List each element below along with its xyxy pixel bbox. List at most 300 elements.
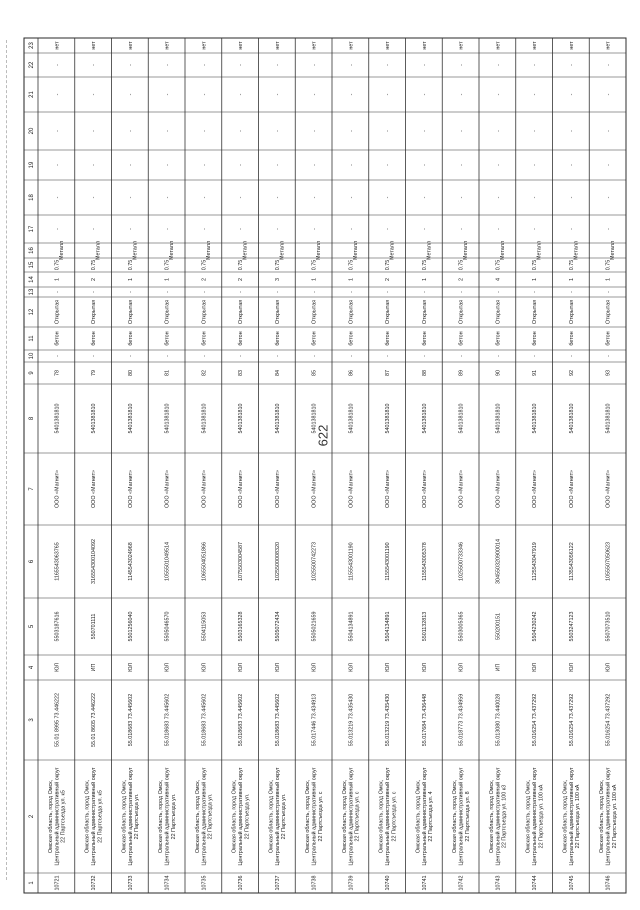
table-cell: 55.018683 73.445602 <box>201 693 208 747</box>
table-cell: - <box>54 130 61 132</box>
table-cell: 2 <box>91 278 98 281</box>
table-cell: 5501132813 <box>421 611 428 642</box>
table-cell: - <box>605 355 612 357</box>
table-cell: 5501256040 <box>127 611 134 642</box>
table-cell: 0.75 <box>54 259 61 271</box>
column-number: 1 <box>29 881 36 885</box>
table-cell: - <box>91 64 98 66</box>
table-cell: - <box>91 196 98 199</box>
table-cell: 550200151 <box>495 613 502 640</box>
table-cell: 2 <box>385 278 392 281</box>
table-cell: 0.75 <box>274 259 281 271</box>
table-cell: - <box>311 196 318 199</box>
column-number: 12 <box>29 308 36 316</box>
column-number: 17 <box>29 225 36 233</box>
table-cell: - <box>164 355 171 357</box>
table-cell: ИП <box>91 663 98 672</box>
table-cell: 0.75 <box>385 259 392 271</box>
table-cell: - <box>201 64 208 66</box>
table-cell: Омская область, город Омск,Центральный административный округ22 Партсъезда ул. <box>194 767 214 866</box>
table-cell: 55.01 8605 73.446222 <box>91 693 98 747</box>
table-cell: 93 <box>605 370 612 376</box>
table-cell: - <box>495 291 502 293</box>
table-cell: 10732 <box>91 875 98 891</box>
table-cell: Открытая <box>127 299 134 325</box>
table-cell: - <box>385 196 392 199</box>
table-cell: - <box>238 355 245 357</box>
table-cell: - <box>385 64 392 66</box>
column-number: 13 <box>29 288 36 296</box>
table-cell: - <box>201 130 208 132</box>
table-cell: 55.018683 73.445602 <box>164 693 171 747</box>
table-cell: - <box>568 355 575 357</box>
table-cell: - <box>91 93 98 96</box>
table-cell: нет <box>495 41 502 50</box>
table-cell: Металл <box>242 240 249 261</box>
table-cell: - <box>348 164 355 166</box>
table-cell: 0.75 <box>532 259 539 271</box>
table-cell: - <box>348 228 355 230</box>
table-cell: ООО «Магнит» <box>605 469 612 509</box>
table-cell: 10742 <box>458 875 465 891</box>
table-cell: - <box>274 93 281 96</box>
table-cell: - <box>311 291 318 293</box>
table-cell: 5503005365 <box>458 611 465 642</box>
table-cell: нет <box>164 41 171 50</box>
table-cell: - <box>201 291 208 293</box>
table-cell: 89 <box>458 370 465 376</box>
table-cell: ЮЛ <box>311 663 318 672</box>
column-number: 2 <box>29 814 36 819</box>
table-cell: Открытая <box>201 299 208 325</box>
table-cell: - <box>127 164 134 166</box>
table-cell: - <box>605 228 612 230</box>
table-cell: Омская область, город Омск,Центральный административный округ22 Партсъезда ул. с <box>341 767 361 866</box>
table-cell: Омская область, город Омск,Центральный административный округ22 Партсъезда ул. <box>121 767 141 866</box>
table-cell: - <box>532 228 539 230</box>
table-cell: - <box>532 196 539 199</box>
table-cell: Омская область, город Омск,Центральный административный округ22 Партсъезда ул. 100 кА <box>525 767 545 866</box>
table-cell: 55.016254 73.437292 <box>568 693 575 747</box>
table-cell: 1135543056122 <box>568 542 575 581</box>
table-cell: ООО «Магнит» <box>458 469 465 509</box>
table-cell: ЮЛ <box>385 663 392 672</box>
table-cell: Открытая <box>91 299 98 325</box>
table-cell: - <box>127 196 134 199</box>
table-cell: 5505046570 <box>164 611 171 642</box>
table-cell: бетон <box>605 331 612 346</box>
table-cell: - <box>421 93 428 96</box>
table-cell: - <box>458 130 465 132</box>
table-cell: Металл <box>463 240 470 261</box>
table-cell: ЮЛ <box>532 663 539 672</box>
table-cell: Металл <box>389 240 396 261</box>
table-cell: 1075503004587 <box>238 542 245 581</box>
table-cell: 55.01 8995 73.446222 <box>54 693 61 747</box>
table-cell: 5504230242 <box>532 611 539 642</box>
table-cell: 10745 <box>568 875 575 891</box>
table-cell: - <box>127 93 134 96</box>
table-cell: нет <box>458 41 465 50</box>
column-number: 22 <box>29 61 36 69</box>
column-number: 10 <box>29 352 36 360</box>
table-cell: - <box>127 228 134 230</box>
table-cell: Открытая <box>385 299 392 325</box>
table-cell: 10739 <box>348 875 355 891</box>
table-cell: - <box>164 228 171 230</box>
table-cell: 10733 <box>127 875 134 891</box>
table-cell: - <box>495 355 502 357</box>
table-cell: Металл <box>499 240 506 261</box>
table-cell: 5504134891 <box>348 611 355 642</box>
table-cell: 1 <box>421 278 428 281</box>
table-cell: ООО «Магнит» <box>127 469 134 509</box>
table-cell: 55.018683 73.445602 <box>238 693 245 747</box>
table-cell: 5401381810 <box>91 403 98 434</box>
table-cell: нет <box>605 41 612 50</box>
column-number: 19 <box>29 161 36 169</box>
table-cell: - <box>495 130 502 132</box>
table-cell: - <box>274 291 281 293</box>
column-number: 21 <box>29 91 36 98</box>
table-cell: - <box>458 64 465 66</box>
table-cell: бетон <box>238 331 245 346</box>
table-cell: 1025500008320 <box>274 542 281 581</box>
page-number: 622 <box>315 424 331 447</box>
table-cell: - <box>274 196 281 199</box>
table-cell: ЮЛ <box>348 663 355 672</box>
table-cell: Открытая <box>495 299 502 325</box>
table-cell: ЮЛ <box>421 663 428 672</box>
table-cell: нет <box>238 41 245 50</box>
table-cell: 92 <box>568 370 575 376</box>
table-cell: - <box>568 291 575 293</box>
table-cell: Открытая <box>458 299 465 325</box>
table-cell: Омская область, город Омск,Центральный административный округ22 Партсъезда ул. <box>231 767 251 866</box>
table-cell: - <box>458 93 465 96</box>
table-cell: ООО «Магнит» <box>54 469 61 509</box>
table-cell: 1155543001190 <box>348 542 355 581</box>
table-cell: - <box>311 93 318 96</box>
table-cell: - <box>385 130 392 132</box>
table-cell: 1 <box>164 278 171 281</box>
table-cell: 1055507050623 <box>605 542 612 581</box>
table-cell: - <box>458 291 465 293</box>
table-cell: Металл <box>610 240 617 261</box>
table-cell: 1165543063765 <box>54 542 61 581</box>
table-cell: 10737 <box>274 875 281 891</box>
table-cell: ЮЛ <box>458 663 465 672</box>
column-number: 9 <box>29 371 36 375</box>
table-cell: - <box>164 291 171 293</box>
table-cell: - <box>348 196 355 199</box>
table-cell: 55.013080 73.440028 <box>495 693 502 747</box>
table-cell: - <box>91 291 98 293</box>
table-cell: 5505021659 <box>311 611 318 642</box>
table-cell: бетон <box>274 331 281 346</box>
table-cell: 10743 <box>495 875 502 891</box>
table-cell: 55.018683 73.445602 <box>274 693 281 747</box>
table-cell: - <box>164 64 171 66</box>
table-cell: Металл <box>205 240 212 261</box>
table-cell: ЮЛ <box>238 663 245 672</box>
table-cell: - <box>421 196 428 199</box>
table-cell: - <box>201 228 208 230</box>
table-cell: Омская область, город Омск,Центральный административный округ22 Партсъезда ул. 100 к3 <box>488 767 508 866</box>
table-cell: ООО «Магнит» <box>91 469 98 509</box>
table-cell: 1055501049514 <box>164 542 171 581</box>
table-cell: - <box>91 164 98 166</box>
table-cell: 5504134891 <box>385 611 392 642</box>
table-cell: - <box>385 355 392 357</box>
binding-margin-line <box>6 40 7 880</box>
table-cell: нет <box>348 41 355 50</box>
table-cell: - <box>54 355 61 357</box>
table-cell: бетон <box>311 331 318 346</box>
table-cell: - <box>164 130 171 132</box>
table-cell: 5401381810 <box>605 403 612 434</box>
table-cell: 55.016254 73.437292 <box>532 693 539 747</box>
table-cell: 91 <box>532 370 539 376</box>
table-cell: 84 <box>274 370 281 376</box>
table-cell: бетон <box>164 331 171 346</box>
table-cell: 0.75 <box>238 259 245 271</box>
table-cell: Открытая <box>568 299 575 325</box>
table-cell: ООО «Магнит» <box>311 469 318 509</box>
column-number: 14 <box>29 276 36 283</box>
table-cell: 1 <box>311 278 318 281</box>
table-cell: Металл <box>573 240 580 261</box>
table-cell: Металл <box>316 240 323 261</box>
table-cell: 0.75 <box>164 259 171 271</box>
table-cell: - <box>311 228 318 230</box>
table-cell: - <box>495 228 502 230</box>
table-cell: 55.017684 73.436448 <box>421 693 428 747</box>
table-cell: ЮЛ <box>127 663 134 672</box>
table-cell: нет <box>568 41 575 50</box>
table-cell: - <box>164 164 171 166</box>
table-cell: - <box>54 228 61 230</box>
table-cell: - <box>54 291 61 293</box>
column-number: 15 <box>29 261 36 269</box>
table-cell: 304550320900014 <box>495 539 502 584</box>
table-cell: 5401381810 <box>495 403 502 434</box>
table-cell: 1155543001190 <box>385 542 392 581</box>
table-cell: - <box>201 164 208 166</box>
table-cell: ООО «Магнит» <box>532 469 539 509</box>
table-cell: - <box>201 93 208 96</box>
table-cell: Металл <box>169 240 176 261</box>
table-cell: - <box>458 164 465 166</box>
table-cell: - <box>385 228 392 230</box>
table-cell: 80 <box>127 370 134 376</box>
table-cell: Открытая <box>164 299 171 325</box>
table-cell: нет <box>385 41 392 50</box>
table-cell: нет <box>274 41 281 50</box>
table-cell: - <box>532 164 539 166</box>
table-cell: Омская область, город Омск,Центральный административный округ22 Партсъезда ул. 100 кА <box>562 767 582 866</box>
table-cell: ООО «Магнит» <box>348 469 355 509</box>
table-cell: - <box>421 64 428 66</box>
table-cell: 55.018773 73.434959 <box>458 693 465 747</box>
table-cell: ООО «Магнит» <box>421 469 428 509</box>
table-cell: 1065504051866 <box>201 542 208 581</box>
column-number: 23 <box>29 42 36 49</box>
table-cell: 90 <box>495 370 502 376</box>
table-cell: - <box>348 93 355 96</box>
table-cell: 5401381810 <box>311 403 318 434</box>
table-cell: - <box>532 93 539 96</box>
table-cell: 87 <box>385 370 392 376</box>
table-cell: - <box>311 130 318 132</box>
table-cell: 55.013219 73.435430 <box>385 693 392 747</box>
table-cell: - <box>568 164 575 166</box>
table-cell: - <box>568 228 575 230</box>
column-number: 6 <box>29 559 36 564</box>
column-number: 20 <box>29 127 36 135</box>
table-cell: - <box>54 196 61 199</box>
table-cell: Открытая <box>605 299 612 325</box>
table-cell: - <box>274 355 281 357</box>
table-cell: бетон <box>385 331 392 346</box>
table-cell: - <box>495 164 502 166</box>
table-cell: 2 <box>238 278 245 281</box>
table-cell: - <box>54 164 61 166</box>
table-cell: - <box>127 130 134 132</box>
table-cell: нет <box>311 41 318 50</box>
table-cell: 1125543047919 <box>532 542 539 581</box>
table-cell: - <box>274 228 281 230</box>
column-number: 3 <box>29 718 36 722</box>
table-cell: Открытая <box>421 299 428 325</box>
table-cell: Открытая <box>348 299 355 325</box>
table-cell: - <box>238 64 245 66</box>
table-cell: ООО «Магнит» <box>274 469 281 509</box>
table-cell: - <box>238 291 245 293</box>
table-cell: - <box>127 291 134 293</box>
table-cell: 5401381810 <box>164 403 171 434</box>
table-cell: - <box>91 130 98 132</box>
table-cell: 2 <box>201 278 208 281</box>
table-cell: 1 <box>532 278 539 281</box>
table-cell: 5503247123 <box>568 611 575 642</box>
table-cell: Омская область, город Омск,Центральный административный округ22 Партсъезда ул. <box>158 767 177 866</box>
table-cell: - <box>532 64 539 66</box>
table-cell: - <box>421 228 428 230</box>
table-cell: ООО «Магнит» <box>568 469 575 509</box>
table-cell: ЮЛ <box>274 663 281 672</box>
table-cell: нет <box>91 41 98 50</box>
table-cell: 1025500733346 <box>458 542 465 581</box>
table-cell: - <box>532 355 539 357</box>
table-cell: ИП <box>495 663 502 672</box>
table-cell: ООО «Магнит» <box>385 469 392 509</box>
table-cell: - <box>605 196 612 199</box>
table-cell: нет <box>54 41 61 50</box>
table-cell: 5401381810 <box>532 403 539 434</box>
table-cell: Открытая <box>238 299 245 325</box>
table-cell: ООО «Магнит» <box>495 469 502 509</box>
table-cell: 10738 <box>311 875 318 891</box>
table-cell: Омская область, город Омск,Центральный административный округ22 Партсъезда ул. к5 <box>47 767 67 866</box>
table-cell: 10746 <box>605 875 612 891</box>
table-cell: - <box>568 64 575 66</box>
table-cell: - <box>274 164 281 166</box>
table-cell: ЮЛ <box>568 663 575 672</box>
table-cell: - <box>385 291 392 293</box>
table-cell: Омская область, город Омск,Центральный административный округ22 Партсъезда ул. к5 <box>84 767 104 866</box>
table-cell: ЮЛ <box>54 663 61 672</box>
table-cell: - <box>54 93 61 96</box>
table-cell: - <box>568 93 575 96</box>
table-cell: - <box>164 93 171 96</box>
table-cell: - <box>421 130 428 132</box>
table-cell: 5503187616 <box>54 611 61 642</box>
table-cell: ЮЛ <box>201 663 208 672</box>
table-cell: 55.016254 73.437292 <box>605 693 612 747</box>
table-cell: - <box>385 93 392 96</box>
table-cell: - <box>348 291 355 293</box>
table-cell: 5401381810 <box>348 403 355 434</box>
table-cell: - <box>201 355 208 357</box>
table-cell: - <box>348 64 355 66</box>
table-cell: 0.75 <box>91 259 98 271</box>
table-cell: бетон <box>54 331 61 346</box>
table-cell: 5401381810 <box>385 403 392 434</box>
table-cell: 81 <box>164 370 171 376</box>
table-cell: - <box>495 64 502 66</box>
table-cell: - <box>458 196 465 199</box>
table-cell: 10740 <box>385 875 392 891</box>
table-cell: Открытая <box>532 299 539 325</box>
table-cell: 0.75 <box>348 259 355 271</box>
table-cell: 3 <box>274 278 281 281</box>
table-cell: 0.75 <box>568 259 575 271</box>
table-cell: - <box>348 130 355 132</box>
table-cell: Омская область, город Омск,Центральный административный округ22 Партсъезда ул. с <box>305 767 324 866</box>
table-cell: 55.017446 73.434913 <box>311 693 318 747</box>
table-cell: - <box>421 291 428 293</box>
table-cell: 10735 <box>201 875 208 891</box>
table-cell: - <box>605 130 612 132</box>
table-cell: 10736 <box>238 875 245 891</box>
table-cell: - <box>495 93 502 96</box>
table-cell: - <box>238 93 245 96</box>
table-cell: - <box>605 64 612 66</box>
table-cell: - <box>532 130 539 132</box>
table-cell: Металл <box>426 240 433 261</box>
table-cell: - <box>238 228 245 230</box>
table-cell: 0.75 <box>458 259 465 271</box>
table-cell: Открытая <box>54 299 61 325</box>
table-cell: Омская область, город Омск,Центральный административный округ22 Партсъезда ул. 4 <box>415 767 435 866</box>
table-cell: 5507073510 <box>605 611 612 642</box>
table-cell: 79 <box>91 370 98 376</box>
table-cell: 10744 <box>532 875 539 891</box>
table-cell: нет <box>201 41 208 50</box>
table-cell: 5401381810 <box>201 403 208 434</box>
table-cell: нет <box>421 41 428 50</box>
table-cell: - <box>164 196 171 199</box>
table-cell: Металл <box>58 240 65 261</box>
table-cell: 1025500742273 <box>311 542 318 581</box>
table-cell: бетон <box>495 331 502 346</box>
table-cell: 10734 <box>164 875 171 891</box>
table-cell: - <box>605 93 612 96</box>
table-cell: нет <box>127 41 134 50</box>
table-cell: - <box>458 228 465 230</box>
table-cell: 5401381810 <box>127 403 134 434</box>
